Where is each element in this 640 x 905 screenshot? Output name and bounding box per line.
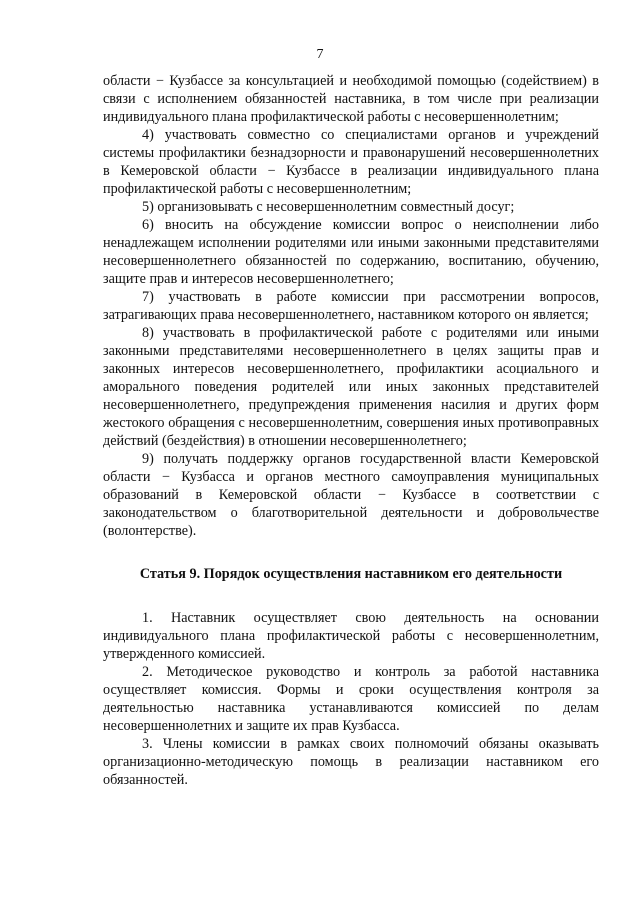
paragraph-clause-2: 2. Методическое руководство и контроль за работой наставника осуществляет комиссия. Формы и сроки осуществления контроля за деятельностью наставника устанавливаются комиссией по делам несовершеннолетних и защите их прав Кузбасса. <box>103 664 599 734</box>
page-number: 7 <box>316 47 324 62</box>
paragraph-clause-1: 1. Наставник осуществляет свою деятельность на основании индивидуального плана профилактической работы с несовершеннолетним, утвержденного комиссией. <box>103 610 599 662</box>
document-body <box>103 72 599 789</box>
paragraph-continuation: области − Кузбассе за консультацией и необходимой помощью (содействием) в связи с исполнением обязанностей наставника, в том числе при реализации индивидуального плана профилактической работы с несовершеннолетним; <box>103 73 599 125</box>
paragraph-clause-3: 3. Члены комиссии в рамках своих полномочий обязаны оказывать организационно-методическую помощь в реализации наставником его обязанностей. <box>103 736 599 788</box>
paragraph-item-7: 7) участвовать в работе комиссии при рассмотрении вопросов, затрагивающих права несовершеннолетнего, наставником которого он является; <box>103 289 599 323</box>
paragraph-item-5: 5) организовывать с несовершеннолетним совместный досуг; <box>142 199 515 215</box>
paragraph-item-8: 8) участвовать в профилактической работе с родителями или иными законными представителями несовершеннолетнего в целях защиты прав и законных интересов несовершеннолетнего, профилактики асоциального и аморального поведения родителей или иных законных представителей несовершеннолетнего, предупреждения применения насилия и других форм жестокого обращения с несовершеннолетним, совершения иных противоправных действий (бездействия) в отношении несовершеннолетнего; <box>103 325 599 449</box>
paragraph-item-6: 6) вносить на обсуждение комиссии вопрос о неисполнении либо ненадлежащем исполнении родителями или иными законными представителями несовершеннолетнего обязанностей по содержанию, воспитанию, обучению, защите прав и интересов несовершеннолетнего; <box>103 217 599 287</box>
paragraph-item-4: 4) участвовать совместно со специалистами органов и учреждений системы профилактики безнадзорности и правонарушений несовершеннолетних в Кемеровской области − Кузбассе в реализации индивидуального плана профилактической работы с несовершеннолетним; <box>103 127 599 197</box>
article-heading: Статья 9. Порядок осуществления наставником его деятельности <box>139 566 563 582</box>
paragraph-item-9: 9) получать поддержку органов государственной власти Кемеровской области − Кузбасса и органов местного самоуправления муниципальных образований в Кемеровской области − Кузбассе в соответствии с законодательством о благотворительной деятельности и добровольчестве (волонтерстве). <box>103 451 599 539</box>
